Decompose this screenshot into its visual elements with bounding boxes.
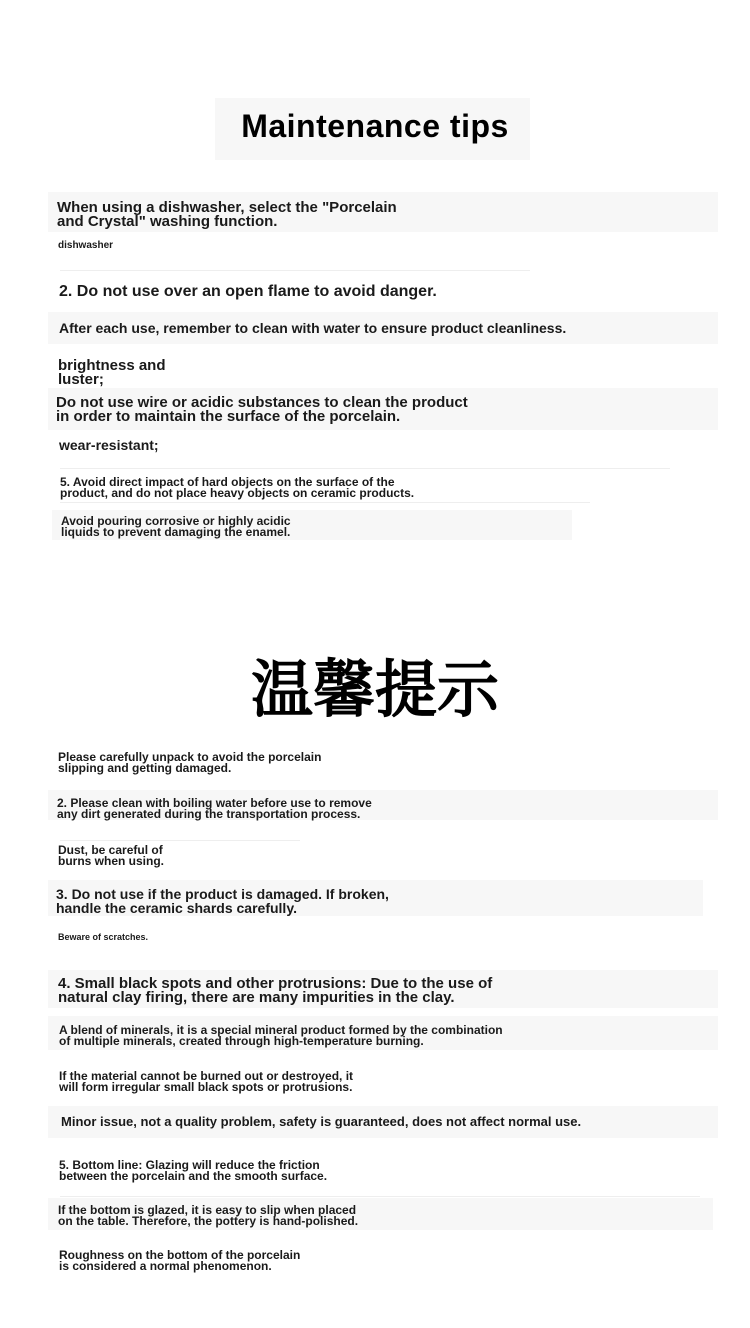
tip-text: wear-resistant; (59, 437, 159, 453)
tip-text: 4. Small black spots and other protrusions: Due to the use of natural clay firing, there are many impurities in the clay. (58, 975, 493, 1006)
tip-text: If the material cannot be burned out or destroyed, it will form irregular small black spots or protrusions. (59, 1069, 354, 1094)
page-title: Maintenance tips (241, 108, 509, 144)
tip-text: When using a dishwasher, select the "Porcelain and Crystal" washing function. (57, 199, 397, 230)
tip-text: Roughness on the bottom of the porcelain is considered a normal phenomenon. (59, 1248, 301, 1273)
tip-text: A blend of minerals, it is a special mineral product formed by the combination of multiple minerals, created through high-temperature burning. (59, 1023, 503, 1048)
tip-text: 5. Avoid direct impact of hard objects on the surface of the product, and do not place heavy objects on ceramic products. (60, 475, 415, 500)
tip-text: 5. Bottom line: Glazing will reduce the friction between the porcelain and the smooth surface. (59, 1158, 328, 1183)
tip-text: Please carefully unpack to avoid the porcelain slipping and getting damaged. (58, 750, 322, 775)
tip-text: Avoid pouring corrosive or highly acidic liquids to prevent damaging the enamel. (61, 514, 291, 539)
tip-text: Dust, be careful of burns when using. (58, 843, 165, 868)
tip-text: After each use, remember to clean with water to ensure product cleanliness. (59, 320, 567, 336)
noise-line (60, 840, 300, 841)
tip-text: 3. Do not use if the product is damaged. If broken, handle the ceramic shards carefully. (56, 886, 389, 916)
tip-text: 2. Do not use over an open flame to avoid danger. (59, 283, 437, 300)
tip-text: 2. Please clean with boiling water before use to remove any dirt generated during the transportation process. (57, 796, 372, 821)
noise-line (60, 468, 670, 469)
noise-line (60, 502, 590, 503)
tip-text: Beware of scratches. (58, 932, 149, 942)
noise-line (60, 1196, 700, 1197)
tip-text: Minor issue, not a quality problem, safety is guaranteed, does not affect normal use. (61, 1114, 582, 1129)
noise-line (60, 270, 530, 271)
tip-text: If the bottom is glazed, it is easy to slip when placed on the table. Therefore, the pottery is hand-polished. (58, 1203, 359, 1228)
tip-text: brightness and luster; (58, 357, 166, 388)
tip-text: Do not use wire or acidic substances to clean the product in order to maintain the surface of the porcelain. (56, 394, 468, 425)
tip-text: dishwasher (58, 240, 114, 251)
section-title: 温馨提示 (250, 653, 499, 726)
